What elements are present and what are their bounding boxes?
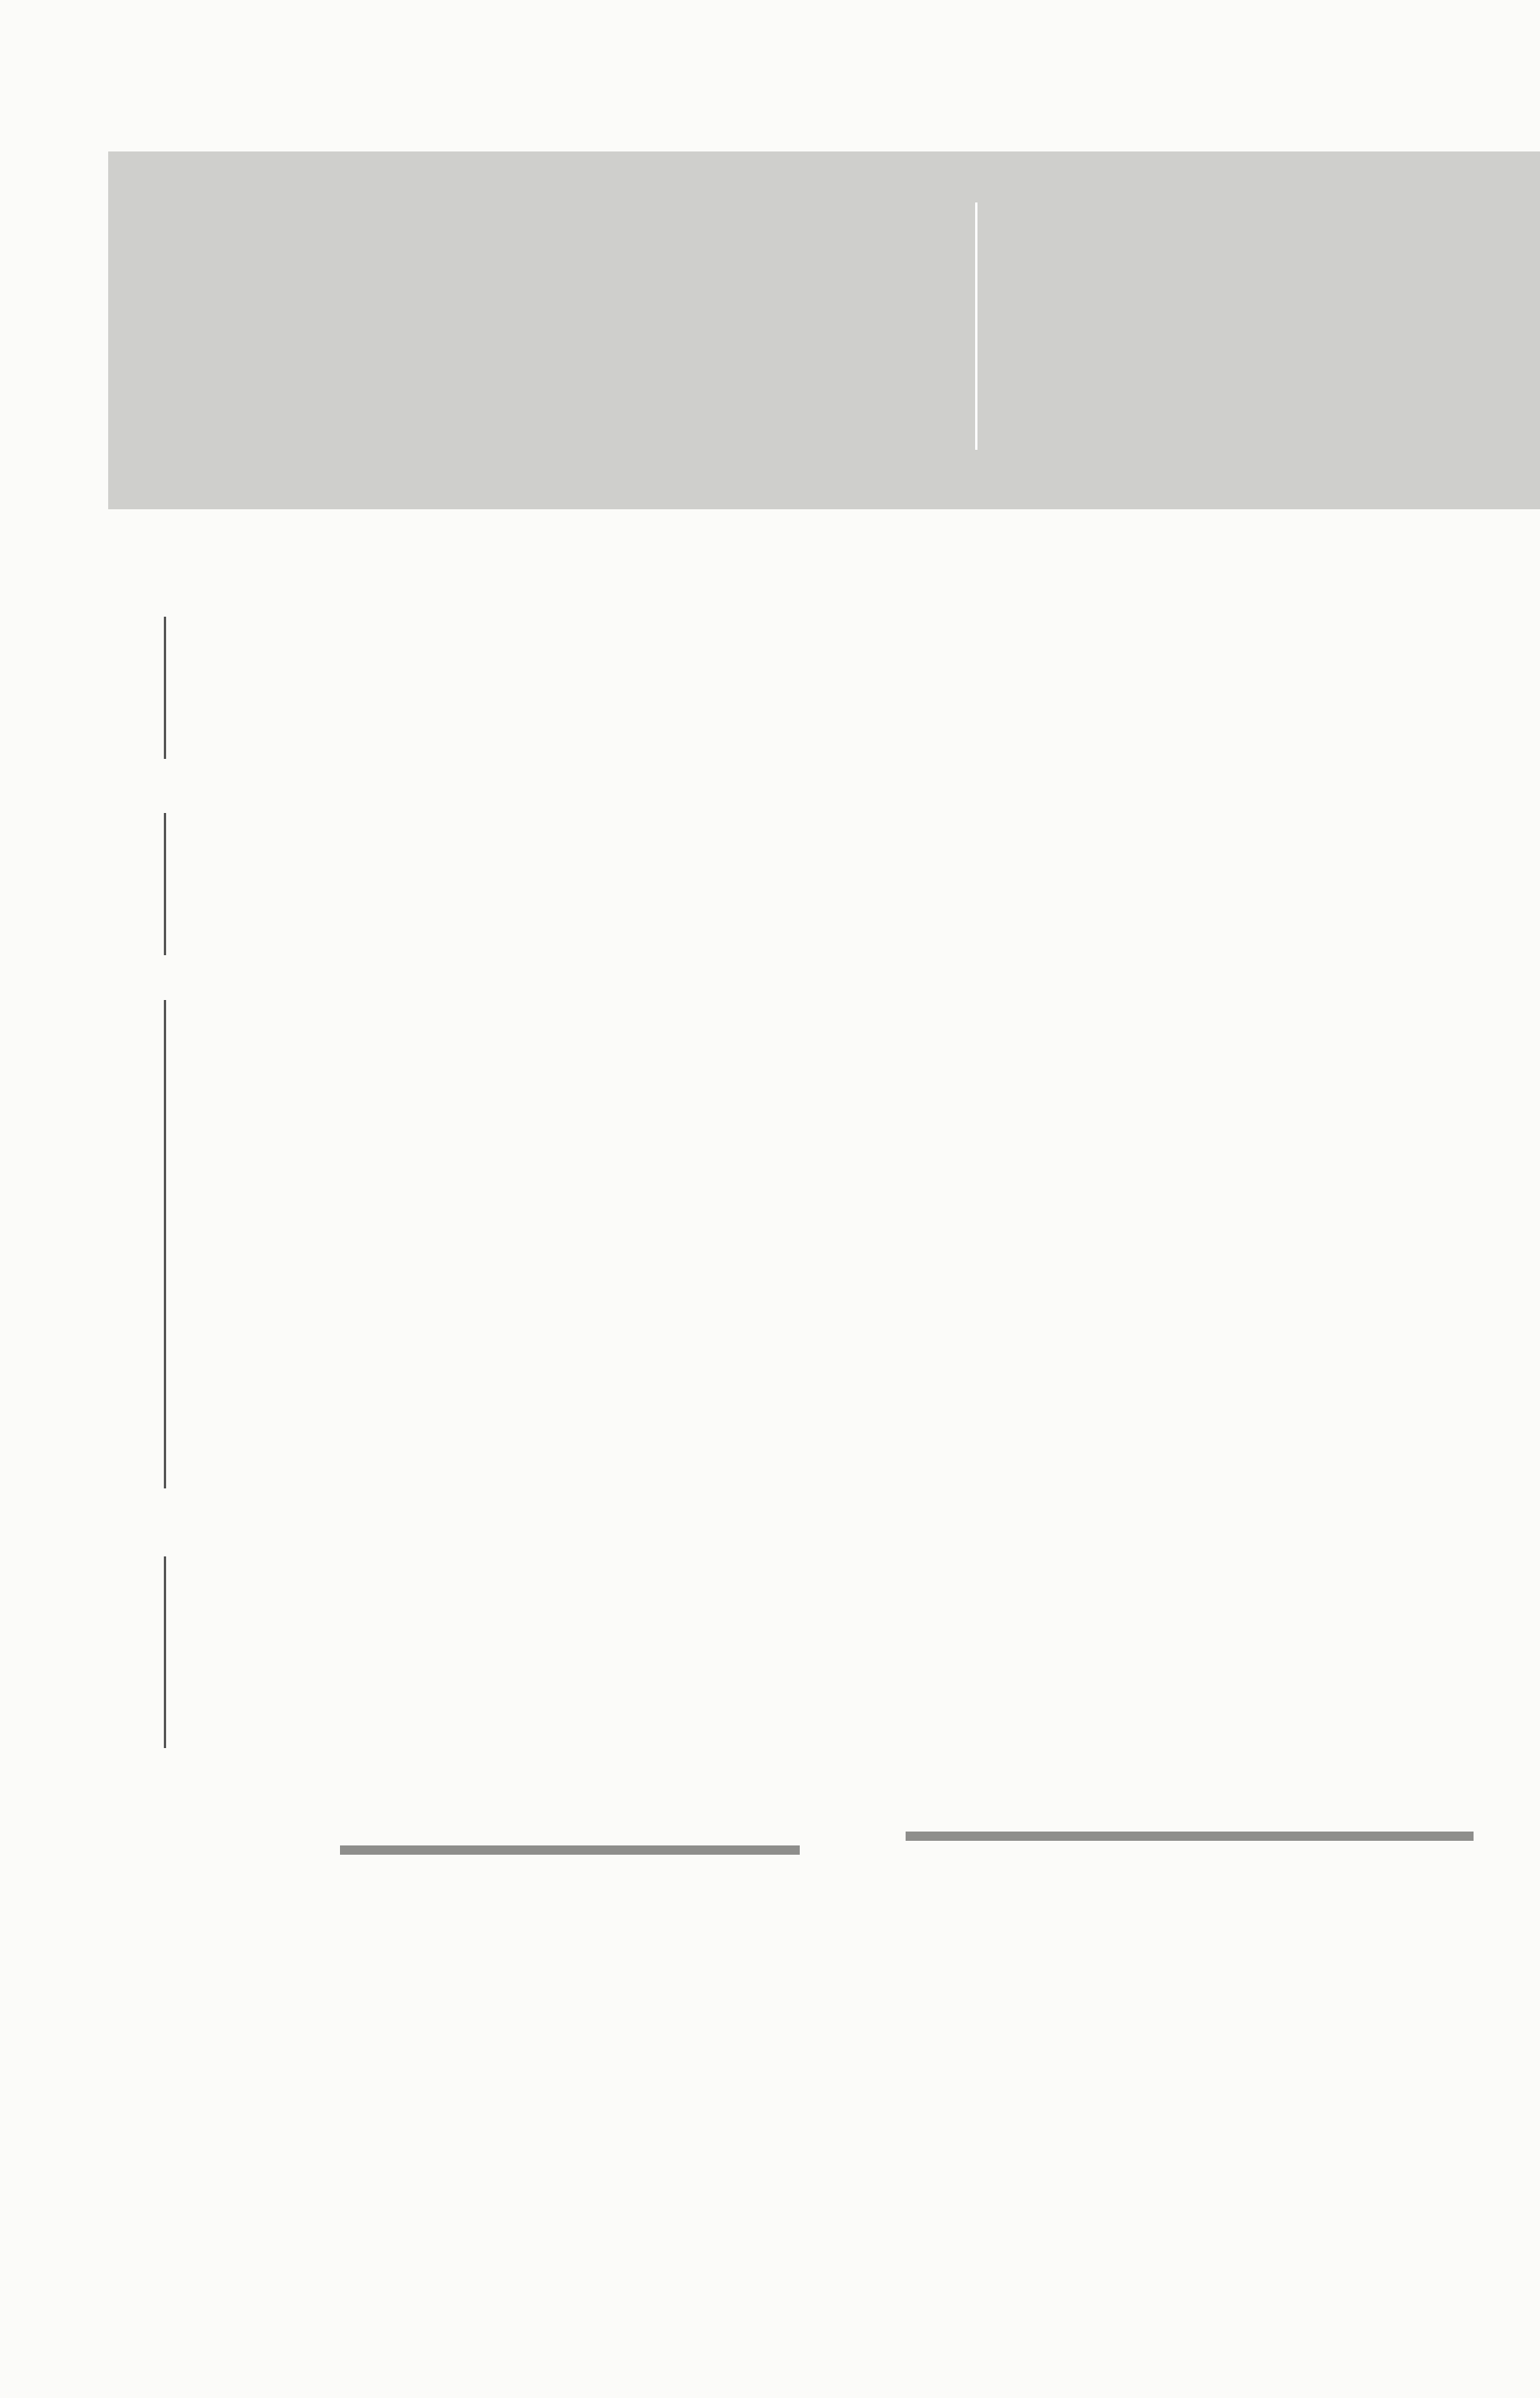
section-title [206,813,423,856]
page-number [206,1649,291,1699]
section-aletheia [164,1556,423,1748]
page-number [206,1192,291,1241]
section-title [206,1000,423,1043]
toc-entry[interactable] [206,1699,423,1748]
section-title [206,617,423,660]
toc-entry[interactable] [206,1600,423,1649]
section-title [206,1556,423,1600]
author [291,1093,423,1142]
author [291,1241,423,1291]
page-number [206,1241,291,1291]
toc-entry[interactable] [206,1043,423,1093]
header-divider [975,202,977,450]
page-number [206,660,291,709]
header-banner [108,151,1540,509]
toc-entry[interactable] [206,1389,423,1439]
toc-entry[interactable] [206,1192,423,1241]
toc-entry[interactable] [206,1093,423,1142]
page-number [206,1600,291,1649]
article-subtitle [206,1439,423,1488]
page-number [206,1043,291,1093]
article-subtitle [206,906,423,955]
section-special-2019 [164,1000,423,1488]
page-number [206,856,291,906]
author [291,709,423,759]
author [291,1699,423,1748]
article-subtitle [206,1142,423,1192]
toc-entry[interactable] [206,1649,423,1699]
author [291,1600,423,1649]
toc-entry[interactable] [206,709,423,759]
toc-entry[interactable] [206,856,423,906]
page-number [206,1093,291,1142]
author [291,1649,423,1699]
toc-entry[interactable] [206,660,423,709]
section-jiaodian [164,813,423,955]
author [291,856,423,906]
author [291,1389,423,1439]
page-number [206,1291,291,1340]
author [291,1043,423,1093]
page-number [206,1699,291,1748]
author [291,1192,423,1241]
page-number [206,1389,291,1439]
page-number [206,709,291,759]
editorial-rule [340,1845,800,1855]
author [291,660,423,709]
publisher-rule [906,1832,1474,1841]
toc-entry[interactable] [206,1291,423,1340]
article-subtitle [206,1340,423,1389]
toc-entry[interactable] [206,1241,423,1291]
author [291,1291,423,1340]
section-baijia [164,617,423,759]
